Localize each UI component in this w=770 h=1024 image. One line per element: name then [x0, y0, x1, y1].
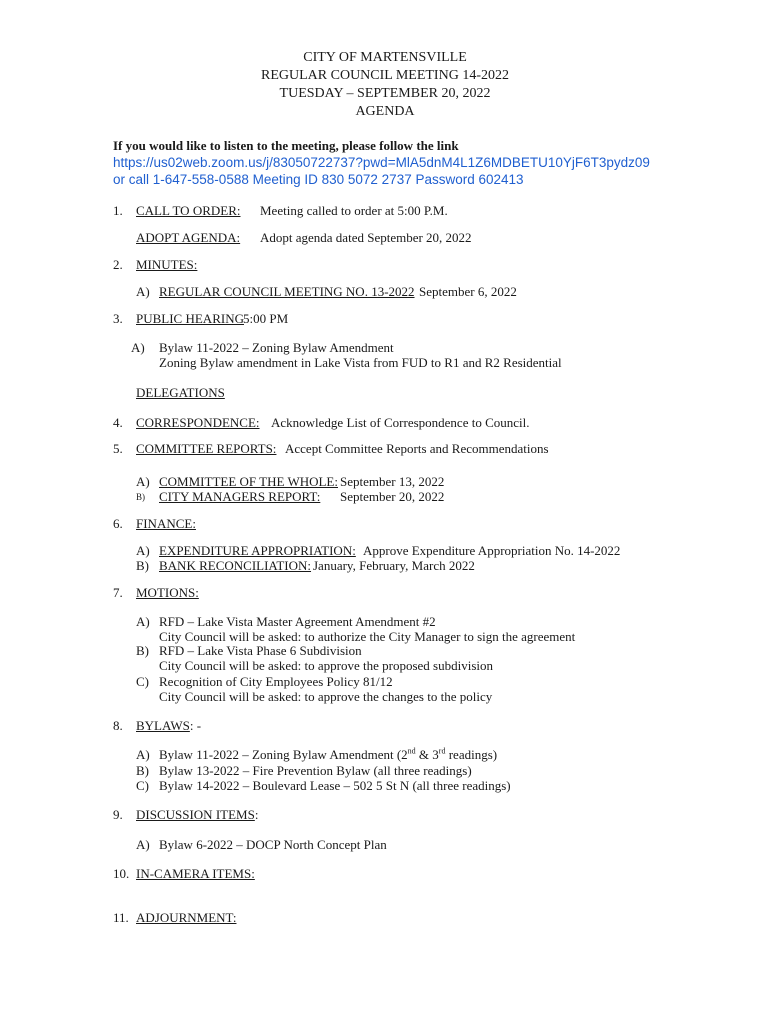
- sub-letter: C): [136, 674, 149, 689]
- sub-letter: A): [136, 747, 150, 762]
- motions-label: MOTIONS:: [136, 585, 199, 600]
- discussion-label: DISCUSSION ITEMS: [136, 807, 255, 822]
- item-number: 5.: [113, 441, 123, 456]
- public-hearing-label: PUBLIC HEARING: [136, 311, 244, 326]
- delegations-label: DELEGATIONS: [136, 385, 225, 400]
- bylaw-a-text: [159, 747, 497, 763]
- motion-b-title: RFD – Lake Vista Phase 6 Subdivision: [159, 643, 362, 658]
- minutes-item-date: September 6, 2022: [419, 284, 517, 299]
- adjournment-label: ADJOURNMENT:: [136, 910, 237, 925]
- expenditure-label: EXPENDITURE APPROPRIATION:: [159, 543, 356, 558]
- call-to-order-label: CALL TO ORDER:: [136, 203, 241, 218]
- in-camera-label: IN-CAMERA ITEMS:: [136, 866, 255, 881]
- bylaws-label: BYLAWS: [136, 718, 190, 733]
- city-title: CITY OF MARTENSVILLE: [303, 50, 467, 65]
- committee-whole-date: September 13, 2022: [340, 474, 445, 489]
- motion-a-title: RFD – Lake Vista Master Agreement Amendment #2: [159, 614, 436, 629]
- listen-intro: If you would like to listen to the meeting, please follow the link: [113, 138, 459, 153]
- sub-letter: A): [136, 543, 150, 558]
- bylaws-suffix: : -: [189, 718, 202, 733]
- expenditure-text: Approve Expenditure Appropriation No. 14-2022: [363, 543, 621, 558]
- sub-letter: B): [136, 763, 149, 778]
- item-number: 6.: [113, 516, 123, 531]
- correspondence-label: CORRESPONDENCE:: [136, 415, 260, 430]
- item-number: 1.: [113, 203, 123, 218]
- item-number: 11.: [113, 910, 129, 925]
- item-number: 10.: [113, 866, 130, 881]
- motion-b-desc: City Council will be asked: to approve the proposed subdivision: [159, 658, 493, 673]
- bank-reconciliation-text: January, February, March 2022: [313, 558, 475, 573]
- correspondence-text: Acknowledge List of Correspondence to Council.: [271, 415, 530, 430]
- bylaw-a-mid: & 3: [415, 747, 439, 762]
- item-number: 2.: [113, 257, 123, 272]
- item-number: 3.: [113, 311, 123, 326]
- ordinal-sup: nd: [407, 746, 416, 756]
- finance-label: FINANCE:: [136, 516, 196, 531]
- minutes-label: MINUTES:: [136, 257, 198, 272]
- phone-info: or call 1-647-558-0588 Meeting ID 830 5072 2737 Password 602413: [113, 172, 524, 187]
- discussion-a-text: Bylaw 6-2022 – DOCP North Concept Plan: [159, 837, 387, 852]
- discussion-suffix: :: [254, 807, 259, 822]
- bylaw-a-pre: Bylaw 11-2022 – Zoning Bylaw Amendment (2: [159, 747, 408, 762]
- public-hearing-time: 5:00 PM: [243, 311, 289, 326]
- sub-letter: B): [136, 558, 149, 573]
- meeting-date: TUESDAY – SEPTEMBER 20, 2022: [279, 86, 491, 101]
- ordinal-sup: rd: [438, 746, 446, 756]
- zoom-link[interactable]: https://us02web.zoom.us/j/83050722737?pwd=MlA5dnM4L1Z6MDBETU10YjF6T3pydz09: [113, 155, 650, 170]
- minutes-item-label: REGULAR COUNCIL MEETING NO. 13-2022: [159, 284, 415, 299]
- sub-letter: C): [136, 778, 149, 793]
- sub-letter: A): [136, 474, 150, 489]
- sub-letter: A): [136, 614, 150, 629]
- bank-reconciliation-label: BANK RECONCILIATION:: [159, 558, 312, 573]
- sub-letter: B): [136, 643, 149, 658]
- committee-whole-label: COMMITTEE OF THE WHOLE:: [159, 474, 338, 489]
- agenda-heading: AGENDA: [355, 104, 415, 119]
- hearing-item-desc: Zoning Bylaw amendment in Lake Vista from FUD to R1 and R2 Residential: [159, 355, 562, 370]
- adopt-agenda-label: ADOPT AGENDA:: [136, 230, 241, 245]
- meeting-title: REGULAR COUNCIL MEETING 14-2022: [261, 68, 509, 83]
- city-managers-date: September 20, 2022: [340, 489, 445, 504]
- adopt-agenda-text: Adopt agenda dated September 20, 2022: [260, 230, 472, 245]
- committee-reports-label: COMMITTEE REPORTS:: [136, 441, 277, 456]
- call-to-order-text: Meeting called to order at 5:00 P.M.: [260, 203, 448, 218]
- motion-c-desc: City Council will be asked: to approve the changes to the policy: [159, 689, 493, 704]
- hearing-item-title: Bylaw 11-2022 – Zoning Bylaw Amendment: [159, 340, 394, 355]
- item-number: 4.: [113, 415, 123, 430]
- item-number: 9.: [113, 807, 123, 822]
- item-number: 8.: [113, 718, 123, 733]
- bylaws-heading: [136, 718, 201, 734]
- city-managers-label: CITY MANAGERS REPORT:: [159, 489, 321, 504]
- bylaw-c-text: Bylaw 14-2022 – Boulevard Lease – 502 5 St N (all three readings): [159, 778, 511, 793]
- sub-letter: B): [136, 492, 145, 502]
- sub-letter: A): [136, 837, 150, 852]
- item-number: 7.: [113, 585, 123, 600]
- motion-a-desc: City Council will be asked: to authorize the City Manager to sign the agreement: [159, 629, 576, 644]
- bylaw-a-post: readings): [445, 747, 498, 762]
- committee-reports-text: Accept Committee Reports and Recommendations: [285, 441, 549, 456]
- motion-c-title: Recognition of City Employees Policy 81/12: [159, 674, 393, 689]
- sub-letter: A): [136, 284, 150, 299]
- sub-letter: A): [131, 340, 145, 355]
- discussion-heading: [136, 807, 258, 823]
- bylaw-b-text: Bylaw 13-2022 – Fire Prevention Bylaw (all three readings): [159, 763, 472, 778]
